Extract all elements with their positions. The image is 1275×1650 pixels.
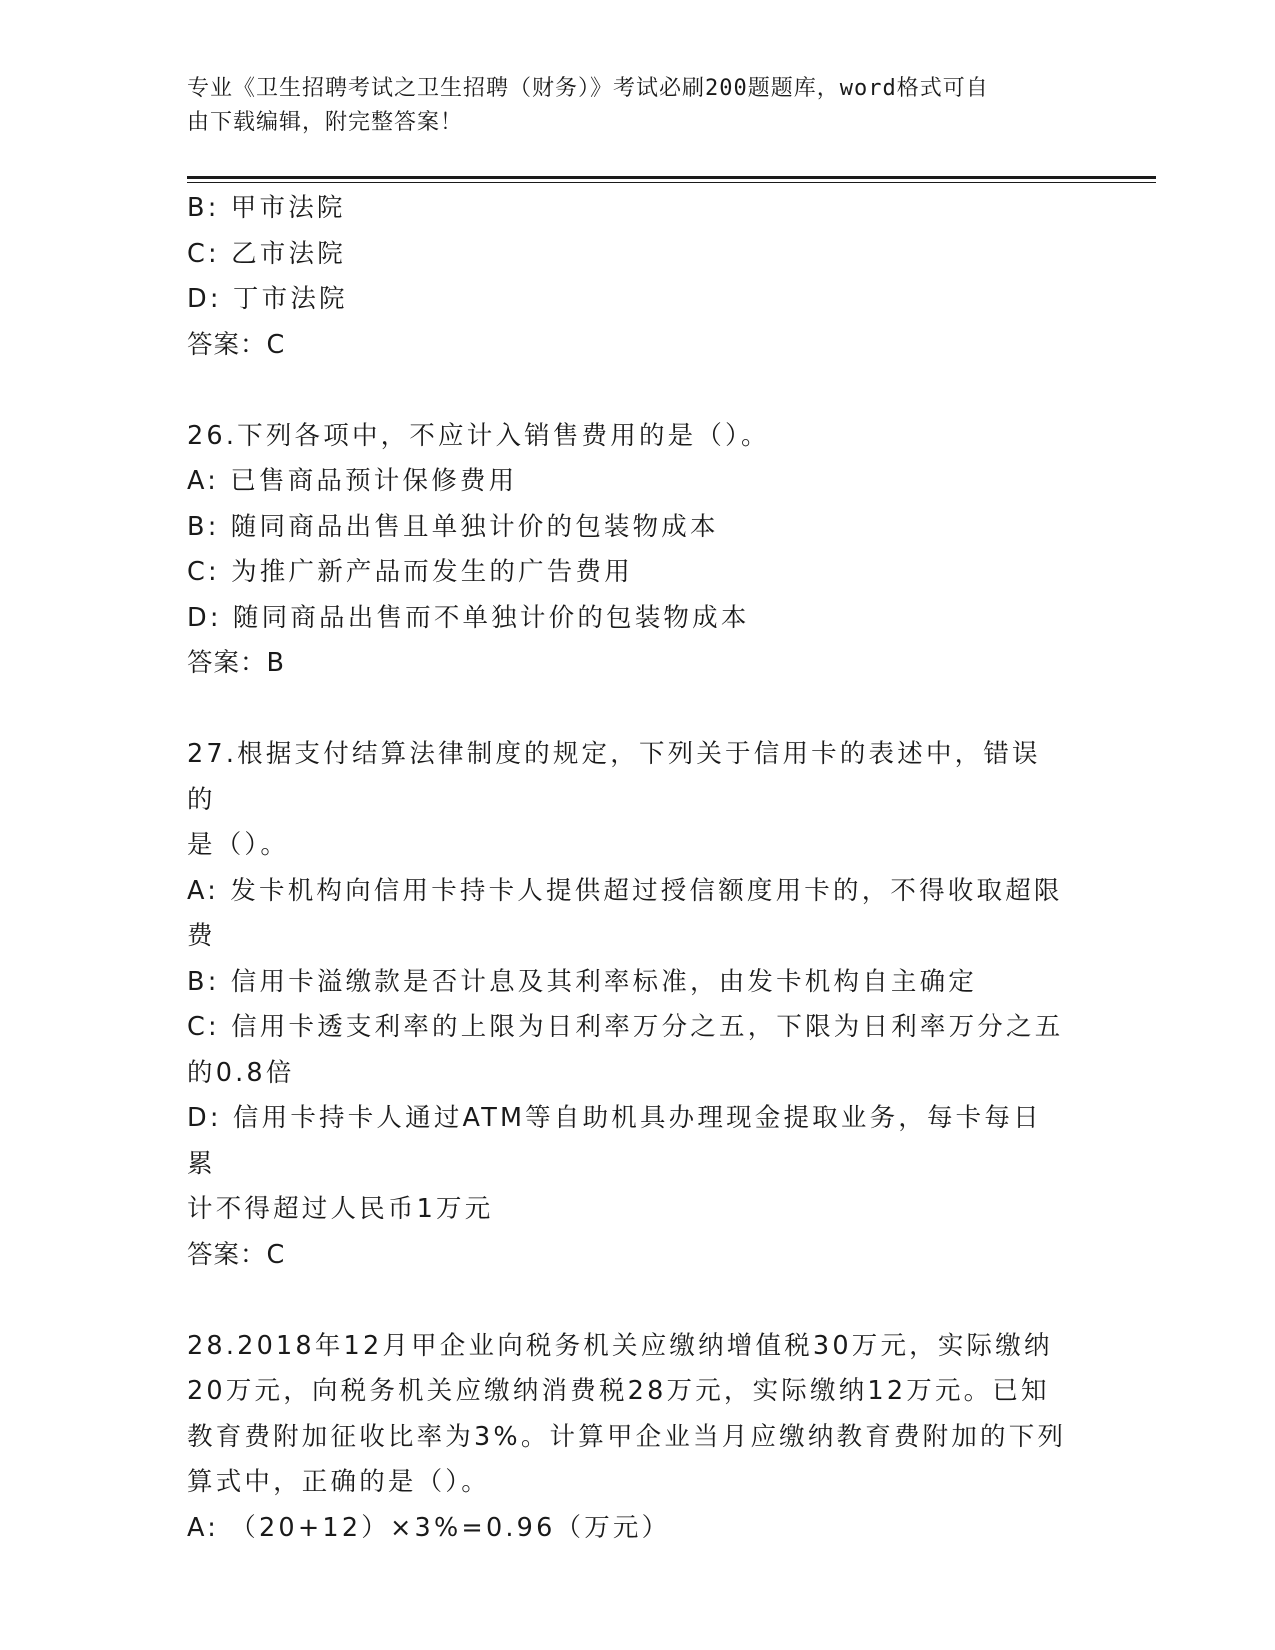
option-line: 费 [187, 921, 216, 951]
answer-line: 答案：C [187, 1239, 286, 1270]
option-line: B: 随同商品出售且单独计价的包装物成本 [187, 511, 719, 542]
question-stem: 教育费附加征收比率为3%。计算甲企业当月应缴纳教育费附加的下列 [187, 1421, 1067, 1452]
answer-line: 答案：B [187, 648, 285, 678]
option-line: 的0.8倍 [187, 1057, 295, 1088]
page-header [187, 72, 1067, 140]
option-line: B: 信用卡溢缴款是否计息及其利率标准，由发卡机构自主确定 [187, 966, 977, 997]
option-line: D: 丁市法院 [187, 284, 348, 314]
header-rule-thick [187, 176, 1156, 179]
question-stem: 是（）。 [187, 830, 290, 860]
option-line: C: 乙市法院 [187, 238, 346, 269]
option-line: D: 信用卡持卡人通过ATM等自助机具办理现金提取业务，每卡每日累 [187, 1103, 1042, 1179]
question-content [187, 186, 1067, 1551]
option-line: A: 已售商品预计保修费用 [187, 466, 518, 496]
question-stem: 28.2018年12月甲企业向税务机关应缴纳增值税30万元，实际缴纳 [187, 1330, 1053, 1361]
option-line: D: 随同商品出售而不单独计价的包装物成本 [187, 602, 750, 633]
header-line-1: 专业《卫生招聘考试之卫生招聘（财务）》考试必刷200题题库，word格式可自 [187, 76, 989, 101]
spacer [187, 368, 1067, 414]
question-stem: 27.根据支付结算法律制度的规定，下列关于信用卡的表述中，错误的 [187, 739, 1041, 815]
question-stem: 算式中，正确的是（）。 [187, 1467, 490, 1497]
option-line: C: 为推广新产品而发生的广告费用 [187, 557, 633, 587]
answer-line: 答案：C [187, 329, 286, 360]
option-line: A: 发卡机构向信用卡持卡人提供超过授信额度用卡的，不得收取超限 [187, 875, 1063, 906]
option-line: C: 信用卡透支利率的上限为日利率万分之五，下限为日利率万分之五 [187, 1012, 1064, 1042]
question-stem: 26.下列各项中，不应计入销售费用的是（）。 [187, 420, 770, 451]
spacer [187, 687, 1067, 733]
option-line: B: 甲市法院 [187, 193, 346, 223]
question-stem: 20万元，向税务机关应缴纳消费税28万元，实际缴纳12万元。已知 [187, 1376, 1050, 1406]
option-line: A: （20+12）×3%=0.96（万元） [187, 1512, 671, 1543]
spacer [187, 1278, 1067, 1324]
header-rule-thin [187, 182, 1156, 183]
header-line-2: 由下载编辑，附完整答案！ [187, 110, 464, 135]
option-line: 计不得超过人民币1万元 [187, 1194, 494, 1224]
